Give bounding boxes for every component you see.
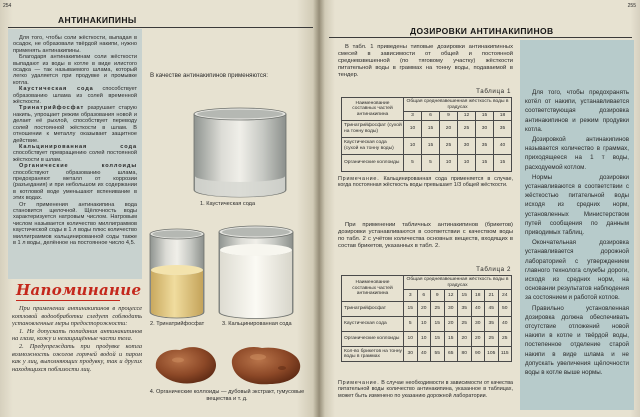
- value-cell: 40: [417, 347, 431, 362]
- column-header: 21: [485, 290, 499, 302]
- value-cell: 25: [458, 317, 472, 332]
- soda-ash-beaker-image: [214, 224, 298, 320]
- column-header: 12: [458, 112, 476, 121]
- dosage-intro-paragraph: В табл. 1 приведены типовые дозировки антинакипинных смесей в зависимости от общей и постоянной средневзвешенной (по тяговому участку) жёсткости питательной воды в граммах на тонну воды, подаваемой в тендер.: [338, 44, 513, 78]
- row-name-cell: Органические коллоиды: [342, 332, 404, 347]
- book-spine: [313, 0, 325, 417]
- row-header-cell: Наименование составных частей антинакипина: [342, 98, 404, 121]
- value-cell: 10: [440, 154, 458, 171]
- reminder-title: Напоминание: [16, 281, 142, 299]
- value-cell: 10: [417, 317, 431, 332]
- header-rule: [329, 37, 632, 38]
- value-cell: 15: [444, 332, 458, 347]
- value-cell: 35: [494, 120, 512, 137]
- page-header: ДОЗИРОВКИ АНТИНАКИПИНОВ: [410, 26, 554, 36]
- lump: [156, 347, 216, 383]
- lump: [232, 347, 300, 384]
- figures-heading: В качестве антинакипинов применяются:: [150, 72, 268, 79]
- value-cell: 40: [471, 302, 485, 317]
- value-cell: 30: [444, 302, 458, 317]
- component-name: Органические коллоиды: [19, 163, 137, 170]
- value-cell: 35: [476, 137, 494, 154]
- component-paragraph: [13, 86, 137, 105]
- page-header: АНТИНАКИПИНЫ: [58, 15, 137, 25]
- value-cell: 65: [444, 347, 458, 362]
- value-cell: 15: [431, 332, 445, 347]
- row-name-cell: Каустическая сода (сухой на тонну воды): [342, 137, 404, 154]
- intro-paragraph: Для того, чтобы соли жёсткости, выпадая в осадок, не образовали твёрдой накипи, нужно применять антинакипины.: [13, 35, 137, 54]
- column-header: 6: [417, 290, 431, 302]
- column-header: 18: [471, 290, 485, 302]
- trisodium-phosphate-beaker-image: [146, 226, 208, 320]
- column-header: 6: [422, 112, 440, 121]
- value-cell: 25: [431, 302, 445, 317]
- value-cell: 40: [498, 317, 512, 332]
- value-cell: 30: [471, 317, 485, 332]
- value-cell: 15: [494, 154, 512, 171]
- reminder-paragraph: При применении антинакипинов в процессе котловой водообработки следует соблюдать установленные меры предосторожности:: [12, 305, 142, 328]
- note-label: Примечание.: [338, 380, 380, 386]
- value-cell: 10: [458, 154, 476, 171]
- value-cell: 5: [404, 317, 418, 332]
- column-header: 12: [444, 290, 458, 302]
- component-name: Кальцинированная сода: [19, 143, 137, 150]
- value-cell: 25: [485, 332, 499, 347]
- intro-column: [8, 29, 142, 279]
- column-header: 9: [431, 290, 445, 302]
- value-cell: 115: [498, 347, 512, 362]
- value-cell: 15: [431, 317, 445, 332]
- column-header: 15: [458, 290, 472, 302]
- value-cell: 20: [444, 317, 458, 332]
- table-note: [338, 380, 513, 399]
- note-label: Примечание.: [338, 176, 380, 182]
- dosage-intro: [338, 44, 513, 79]
- table-title: Таблица 2: [476, 266, 511, 273]
- value-cell: 40: [494, 137, 512, 154]
- figure-caption: 3. Кальцинированная сода: [222, 321, 292, 327]
- reminder-text: [12, 305, 142, 411]
- value-cell: 5: [404, 154, 422, 171]
- organic-colloids-lumps-image: [150, 338, 306, 388]
- value-cell: 50: [498, 302, 512, 317]
- value-cell: 105: [485, 347, 499, 362]
- table-header-row: [342, 98, 512, 112]
- component-paragraph: [13, 144, 137, 163]
- table-row: [342, 302, 512, 317]
- table-note: [338, 176, 513, 189]
- value-cell: 10: [404, 120, 422, 137]
- column-group-header: Общая средневзвешенная жёсткость воды в градусах: [404, 276, 512, 290]
- component-text: разрушает старую накипь, упрощает режим образования новой и делает её рыхлой, способствует переводу солей постоянной жёсткости в шлам. В отношении к металлу оказывает защитное действие.: [13, 105, 137, 144]
- value-cell: 45: [485, 302, 499, 317]
- column-group-header: Общая средневзвешенная жёсткость воды в градусах: [404, 98, 512, 112]
- page-number: 254: [3, 3, 12, 9]
- table-row: [342, 317, 512, 332]
- table-row: [342, 154, 512, 171]
- value-cell: 15: [422, 137, 440, 154]
- side-paragraph: Для того, чтобы предохранять котёл от накипи, устанавливается соответствующая дозировка антинакипинов и режим продувки котла.: [525, 89, 629, 133]
- caustic-soda-beaker-image: [188, 106, 292, 200]
- right-page: [319, 0, 640, 417]
- value-cell: 35: [485, 317, 499, 332]
- dosage-table-2: [341, 275, 512, 362]
- row-name-cell: Органические коллоиды: [342, 154, 404, 171]
- column-header: 15: [476, 112, 494, 121]
- value-cell: 90: [471, 347, 485, 362]
- table-title: Таблица 1: [476, 88, 511, 95]
- value-cell: 15: [422, 120, 440, 137]
- column-header: 3: [404, 112, 422, 121]
- value-cell: 15: [476, 154, 494, 171]
- row-header-cell: Наименование составных частей антинакипина: [342, 276, 404, 302]
- column-header: 24: [498, 290, 512, 302]
- table-row: [342, 347, 512, 362]
- beaker-contents: [151, 270, 203, 318]
- reminder-paragraph: 1. Не допускать попадания антинакипинов на глаза, кожу и незащищённые части тела.: [12, 327, 142, 343]
- value-cell: 25: [458, 120, 476, 137]
- dosage-side-column: [520, 40, 634, 410]
- component-paragraph: [13, 105, 137, 143]
- reminder-paragraph: 2. Предупреждать при продувке котла возможность ожогов горячей водой и паром как у лиц, выполняющих продувку, так и других находящихся поблизости лиц.: [12, 342, 142, 373]
- value-cell: 55: [431, 347, 445, 362]
- column-header: 9: [440, 112, 458, 121]
- row-name-cell: Тринатрийфосфат: [342, 302, 404, 317]
- value-cell: 20: [458, 332, 472, 347]
- table-header-row: [342, 276, 512, 290]
- note-text: Кальцинированная сода применяется в случае, когда постоянная жёсткость воды превышает 1/3 общей жёсткости.: [338, 176, 513, 189]
- side-paragraph: Окончательная дозировка устанавливается дорожной лабораторией с утверждением главного технолога службы дороги, исходя из средних норм, на основании результатов наблюдения за состоянием и работой котлов.: [525, 239, 629, 302]
- intro-paragraph: Благодаря антинакипинам соли жёсткости выпадают из воды в котле в виде илистого осадка — так называемого шлама, который легко удаляется при продувке и промывке котла.: [13, 54, 137, 86]
- alkalinity-paragraph: От применения антинакипина вода становится щелочной. Щёлочность воды характеризуется натровым числом. Натровым числом называется количество миллиграммов каустической соды в 1 л воды плюс количество миллиграммов кальцинированной соды также в 1 л воды, делённое на постоянное число 4,5.: [13, 201, 137, 246]
- component-text: способствуют образованию шлама, предохраняют металл от коррозии (разъедания) и при небольшом их содержании в котловой воде уменьшают вспенивание в этих водах.: [13, 169, 137, 202]
- figure-caption: 4. Органические коллоиды — дубовый экстракт, гумусовые вещества и т. д.: [149, 389, 305, 402]
- component-name: Тринатрийфосфат: [19, 105, 85, 112]
- side-paragraph: Дозировкой антинакипинов называется количество в граммах, приходящееся на 1 т воды, расходуемой котлом.: [525, 136, 629, 171]
- figure-caption: 1. Каустическая сода: [200, 201, 256, 207]
- row-name-cell: Тринатрийфосфат (сухой на тонну воды): [342, 120, 404, 137]
- component-name: Каустическая сода: [19, 86, 94, 93]
- figure-caption: 2. Тринатрийфосфат: [150, 321, 205, 327]
- column-header: 18: [494, 112, 512, 121]
- dosage-table-1: [341, 97, 512, 172]
- value-cell: 20: [471, 332, 485, 347]
- value-cell: 30: [458, 137, 476, 154]
- value-cell: 30: [476, 120, 494, 137]
- header-rule: [8, 27, 313, 28]
- row-name-cell: Кол-во брикетов на тонну воды в граммах: [342, 347, 404, 362]
- briquette-paragraph: [338, 222, 513, 250]
- value-cell: 80: [458, 347, 472, 362]
- table-row: [342, 332, 512, 347]
- component-paragraph: [13, 163, 137, 201]
- value-cell: 30: [404, 347, 418, 362]
- component-text: способствует образованию шлама из солей временной жёсткости.: [13, 86, 137, 106]
- value-cell: 15: [404, 302, 418, 317]
- value-cell: 20: [440, 120, 458, 137]
- reminder-underline: [16, 300, 120, 301]
- value-cell: 10: [404, 137, 422, 154]
- value-cell: 10: [417, 332, 431, 347]
- table-row: [342, 137, 512, 154]
- table-row: [342, 120, 512, 137]
- value-cell: 5: [422, 154, 440, 171]
- value-cell: 20: [417, 302, 431, 317]
- value-cell: 25: [498, 332, 512, 347]
- beaker-contents: [220, 250, 292, 318]
- note-text: В случае необходимости в зависимости от качества питательной воды количество антинакипина, указанное в таблицах, может быть изменено по указанию дорожной лаборатории.: [338, 380, 513, 399]
- briquette-paragraph-text: При применении табличных антинакипинов (брикетов) дозировки устанавливаются в соответствии с качеством воды по табл. 2 с учётом количества основных веществ, входящих в состав брикетов, указанных в табл. 2.: [338, 222, 513, 249]
- value-cell: 10: [404, 332, 418, 347]
- side-paragraph: Нормы дозировки устанавливаются в соответствии с жёсткостью питательной воды исходя из средних норм, установленных Министерством путей сообщения по данным приводимых таблиц.: [525, 173, 629, 237]
- value-cell: 25: [440, 137, 458, 154]
- column-header: 3: [404, 290, 418, 302]
- side-paragraph: Правильно установленная дозировка должна обеспечивать отсутствие отложений новой накипи в котле и твёрдой воды, постепенное отделение старой накипи в виде шлама и не допускать увеличения щёлочности воды в котле выше нормы.: [525, 304, 629, 377]
- component-text: способствует превращению солей постоянной жёсткости в шлам.: [13, 150, 137, 163]
- value-cell: 35: [458, 302, 472, 317]
- page-number: 255: [627, 3, 636, 9]
- row-name-cell: Каустическая сода: [342, 317, 404, 332]
- left-page: [0, 0, 319, 417]
